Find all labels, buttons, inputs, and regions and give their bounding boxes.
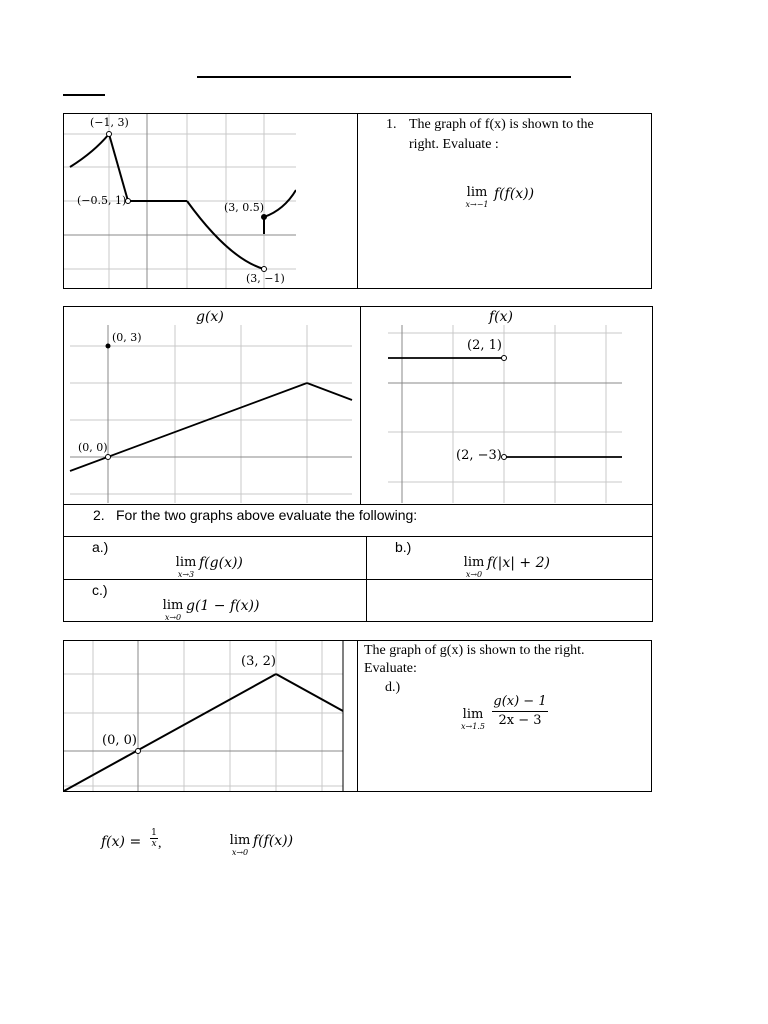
q1-label-p4: (3, −1) bbox=[246, 272, 285, 285]
q2-answer-divider bbox=[366, 536, 367, 622]
part-b-lim-word: lim bbox=[463, 555, 485, 570]
q1-lim-sub: x→−1 bbox=[465, 200, 489, 209]
q1-label-p3: (3, 0.5) bbox=[224, 201, 265, 214]
q1-divider bbox=[357, 113, 358, 289]
q1-text-line2: right. Evaluate : bbox=[409, 137, 499, 152]
part-d-lim-word: lim bbox=[462, 707, 484, 722]
q4-frac-num: 1 bbox=[151, 828, 157, 838]
q2-number: 2. bbox=[93, 507, 105, 523]
q1-text-line1: The graph of f(x) is shown to the bbox=[409, 117, 594, 132]
q2-row1-line bbox=[63, 504, 653, 505]
part-b-label: b.) bbox=[395, 539, 412, 555]
q2-prompt: For the two graphs above evaluate the following: bbox=[116, 507, 418, 523]
q4-expression: f(f(x)) bbox=[253, 833, 294, 849]
q3-text-line1: The graph of g(x) is shown to the right. bbox=[364, 643, 585, 658]
q1-label-p2: (−0.5, 1) bbox=[77, 194, 127, 207]
part-d-label: d.) bbox=[385, 680, 401, 695]
part-c-lim-sub: x→0 bbox=[164, 613, 182, 622]
part-b-limit bbox=[461, 556, 487, 579]
g-label-origin: (0, 0) bbox=[78, 441, 108, 454]
f-label-upper: (2, 1) bbox=[467, 338, 502, 353]
part-b-lim-sub: x→0 bbox=[465, 570, 483, 579]
name-line bbox=[63, 94, 105, 96]
q3-label-origin: (0, 0) bbox=[102, 733, 137, 748]
q2-row2-line bbox=[63, 536, 653, 537]
q2-row3-line bbox=[63, 579, 653, 580]
part-d-denominator: 2x − 3 bbox=[498, 713, 542, 728]
fraction-bar bbox=[492, 711, 548, 712]
part-c-expression: g(1 − f(x)) bbox=[186, 598, 260, 614]
part-c-limit bbox=[160, 599, 186, 622]
f-graph bbox=[388, 325, 622, 503]
q1-expression: f(f(x)) bbox=[494, 186, 535, 202]
q4-def-lhs: f(x) = bbox=[101, 834, 142, 850]
part-a-limit bbox=[173, 556, 199, 579]
q3-graph bbox=[64, 641, 356, 791]
q1-limit bbox=[460, 186, 494, 209]
q3-text-line2: Evaluate: bbox=[364, 661, 417, 676]
q1-lim-word: lim bbox=[466, 185, 488, 200]
q3-divider bbox=[357, 640, 358, 792]
part-a-lim-word: lim bbox=[175, 555, 197, 570]
part-a-expression: f(g(x)) bbox=[199, 555, 243, 571]
part-d-numerator: g(x) − 1 bbox=[493, 694, 547, 709]
q4-limit bbox=[227, 834, 253, 857]
g-graph bbox=[70, 325, 352, 503]
part-c-label: c.) bbox=[92, 582, 108, 598]
q4-lim-word: lim bbox=[229, 833, 251, 848]
q4-lim-sub: x→0 bbox=[231, 848, 249, 857]
part-d-lim-sub: x→1.5 bbox=[461, 722, 485, 731]
q1-label-p1: (−1, 3) bbox=[90, 116, 129, 129]
q1-number: 1. bbox=[386, 117, 397, 132]
f-label-lower: (2, −3) bbox=[456, 448, 502, 463]
part-d-limit bbox=[456, 708, 490, 731]
part-b-expression: f(|x| + 2) bbox=[487, 555, 550, 571]
part-d-fraction bbox=[492, 694, 548, 729]
title-line bbox=[197, 76, 571, 78]
q4-comma: , bbox=[158, 836, 162, 851]
f-graph-title: f(x) bbox=[489, 309, 514, 325]
g-graph-title: g(x) bbox=[196, 309, 224, 325]
q4-frac-den: x bbox=[151, 839, 157, 849]
part-c-lim-word: lim bbox=[162, 598, 184, 613]
q4-fraction bbox=[150, 828, 158, 849]
part-a-lim-sub: x→3 bbox=[177, 570, 195, 579]
part-a-label: a.) bbox=[92, 539, 109, 555]
g-label-top: (0, 3) bbox=[112, 331, 142, 344]
q2-graph-divider bbox=[360, 306, 361, 504]
q3-label-peak: (3, 2) bbox=[241, 654, 276, 669]
